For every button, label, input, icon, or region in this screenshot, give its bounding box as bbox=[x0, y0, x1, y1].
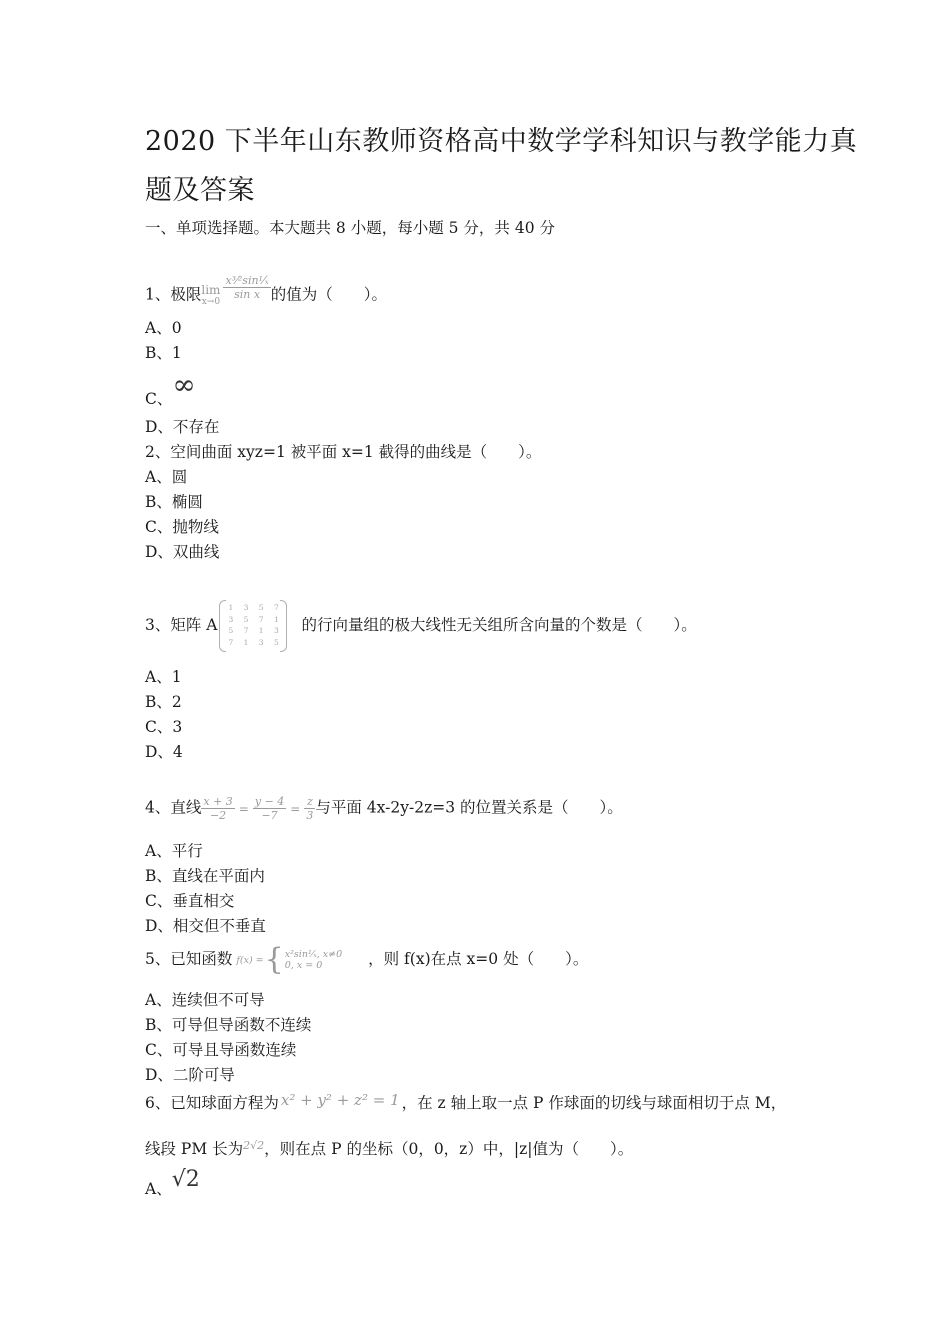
question-6-option-a bbox=[145, 1167, 200, 1199]
question-3-prefix: 3、矩阵 A bbox=[145, 616, 218, 634]
question-1-prefix: 1、极限 bbox=[145, 285, 202, 304]
question-2-option-d: D、双曲线 bbox=[145, 543, 220, 561]
question-1-suffix: 的值为（ ）。 bbox=[270, 285, 387, 304]
pm-length: 2√2 bbox=[243, 1139, 265, 1152]
limit-numerator: x³⁄²sin¹⁄ₓ bbox=[225, 274, 269, 287]
matrix-a bbox=[219, 600, 287, 652]
question-5-prefix: 5、已知函数 bbox=[145, 950, 233, 968]
matrix-row: 1 3 5 7 bbox=[228, 603, 283, 612]
limit-fraction bbox=[223, 274, 270, 301]
document-title-line1: 2020 下半年山东教师资格高中数学学科知识与教学能力真 bbox=[145, 126, 858, 157]
question-3-suffix: 的行向量组的极大线性无关组所含向量的个数是（ ）。 bbox=[301, 616, 697, 634]
question-1-option-c bbox=[145, 368, 196, 409]
question-4-option-b: B、直线在平面内 bbox=[145, 867, 265, 885]
question-6-option-a-label: A、 bbox=[145, 1180, 172, 1198]
question-1-stem bbox=[145, 274, 387, 309]
question-6-stem-line2 bbox=[145, 1139, 633, 1161]
piecewise-brace: { bbox=[264, 942, 284, 977]
question-3-stem bbox=[145, 600, 697, 652]
question-3-option-d: D、4 bbox=[145, 743, 183, 761]
line-fraction-z bbox=[304, 795, 315, 822]
fraction-numerator: y − 4 bbox=[254, 795, 285, 808]
question-4-option-a: A、平行 bbox=[145, 842, 203, 860]
matrix-row: 3 5 7 1 bbox=[228, 614, 283, 624]
section-heading: 一、单项选择题。本大题共 8 小题，每小题 5 分，共 40 分 bbox=[145, 219, 556, 237]
document-title-line2: 题及答案 bbox=[145, 175, 255, 206]
question-2-option-c: C、抛物线 bbox=[145, 518, 219, 536]
limit-operator: lim bbox=[201, 282, 221, 297]
question-4-option-d: D、相交但不垂直 bbox=[145, 917, 266, 935]
piecewise-case-1: x²sin¹⁄ₓ, x≠0 bbox=[284, 949, 343, 960]
matrix-left-bracket bbox=[219, 600, 226, 652]
limit-denominator: sin x bbox=[234, 288, 261, 301]
sphere-equation: x² + y² + z² = 1 bbox=[280, 1091, 400, 1109]
question-2-option-b: B、椭圆 bbox=[145, 493, 203, 511]
question-6-line2-suffix: ，则在点 P 的坐标（0，0，z）中，|z|值为（ ）。 bbox=[264, 1140, 634, 1158]
matrix-row: 5 7 1 3 bbox=[228, 626, 283, 635]
function-name: f(x) = bbox=[236, 954, 264, 966]
question-5-stem bbox=[145, 942, 589, 977]
question-4-stem bbox=[145, 795, 623, 822]
equals-sign: = bbox=[238, 801, 249, 816]
question-1-option-a: A、0 bbox=[145, 319, 182, 337]
limit-subscript: x→0 bbox=[201, 296, 221, 307]
line-fraction-x bbox=[201, 795, 234, 822]
question-4-prefix: 4、直线 bbox=[145, 798, 202, 817]
limit-expression bbox=[201, 284, 220, 308]
matrix-cells bbox=[228, 602, 283, 648]
question-3-option-b: B、2 bbox=[145, 693, 182, 711]
matrix-right-bracket bbox=[280, 600, 287, 652]
question-5-suffix: ，则 f(x)在点 x=0 处（ ）。 bbox=[368, 950, 589, 968]
question-3-option-a: A、1 bbox=[145, 668, 182, 686]
question-5-option-b: B、可导但导函数不连续 bbox=[145, 1016, 312, 1034]
piecewise-case-2: 0, x = 0 bbox=[284, 960, 323, 971]
equals-sign: = bbox=[290, 801, 301, 816]
question-6-suffix: ，在 z 轴上取一点 P 作球面的切线与球面相切于点 M， bbox=[401, 1094, 787, 1112]
fraction-denominator: 3 bbox=[306, 809, 314, 822]
sqrt-two: √2 bbox=[171, 1167, 200, 1192]
question-4-suffix: 与平面 4x-2y-2z=3 的位置关系是（ ）。 bbox=[315, 798, 623, 817]
question-6-prefix: 6、已知球面方程为 bbox=[145, 1094, 279, 1112]
question-2-option-a: A、圆 bbox=[145, 468, 188, 486]
fraction-numerator: z bbox=[304, 795, 315, 809]
question-1-option-c-label: C、 bbox=[145, 390, 173, 408]
line-fraction-y bbox=[253, 795, 286, 822]
question-6-line2-prefix: 线段 PM 长为 bbox=[145, 1140, 244, 1158]
question-5-option-a: A、连续但不可导 bbox=[145, 991, 265, 1009]
question-4-option-c: C、垂直相交 bbox=[145, 892, 235, 910]
question-2-stem: 2、空间曲面 xyz=1 被平面 x=1 截得的曲线是（ ）。 bbox=[145, 443, 542, 461]
infinity-symbol: ∞ bbox=[172, 368, 196, 401]
matrix-row: 7 1 3 5 bbox=[228, 637, 283, 647]
piecewise-cases bbox=[285, 949, 342, 971]
question-1-option-d: D、不存在 bbox=[145, 418, 220, 436]
fraction-denominator: −2 bbox=[209, 809, 227, 822]
question-5-option-d: D、二阶可导 bbox=[145, 1066, 235, 1084]
question-6-stem-line1 bbox=[145, 1093, 786, 1113]
fraction-numerator: x + 3 bbox=[203, 795, 233, 808]
question-1-option-b: B、1 bbox=[145, 344, 182, 362]
fraction-denominator: −7 bbox=[261, 809, 278, 822]
question-5-option-c: C、可导且导函数连续 bbox=[145, 1041, 297, 1059]
question-3-option-c: C、3 bbox=[145, 718, 183, 736]
